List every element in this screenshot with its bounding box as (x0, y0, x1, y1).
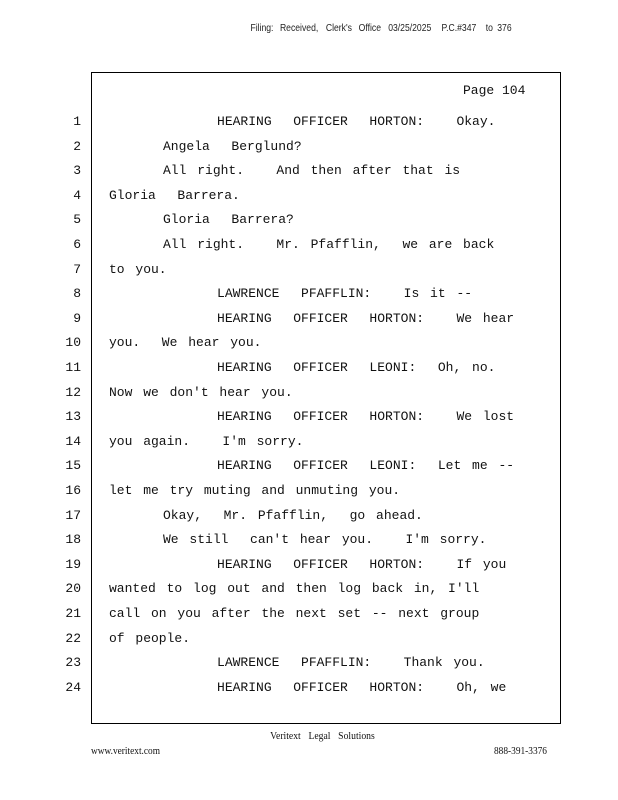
header-filing: Filing: (250, 22, 274, 34)
line-number: 13 (65, 409, 81, 425)
header-received: Received, (279, 22, 319, 34)
header-office: Office (358, 22, 382, 34)
footer-phone: 888-391-3376 (494, 745, 547, 757)
line-number: 11 (65, 360, 81, 375)
transcript-line-text: We still can't hear you. I'm sorry. (109, 532, 487, 548)
line-number: 4 (73, 187, 81, 203)
footer-company: Veritext Legal Solutions (270, 730, 375, 742)
transcript-line-text: HEARING OFFICER HORTON: Okay. (109, 114, 496, 129)
transcript-line-text: HEARING OFFICER LEONI: Oh, no. (109, 360, 496, 375)
line-number: 23 (65, 655, 81, 671)
transcript-line-text: LAWRENCE PFAFFLIN: Thank you. (109, 655, 485, 671)
transcript-line-text: let me try muting and unmuting you. (109, 483, 401, 498)
transcript-line-text: HEARING OFFICER HORTON: If you (109, 556, 507, 572)
header-clerks: Clerk's (325, 22, 352, 34)
transcript-line-text: Angela Berglund? (109, 138, 302, 154)
header-date: 03/25/2025 (388, 22, 432, 34)
line-number: 21 (65, 606, 81, 621)
transcript-line-text: All right. And then after that is (109, 163, 461, 179)
transcript-line-text: you again. I'm sorry. (109, 433, 304, 449)
transcript-line-text: Gloria Barrera? (109, 212, 294, 228)
line-number: 8 (73, 286, 81, 302)
transcript-line-text: you. We hear you. (109, 335, 262, 351)
line-number: 10 (65, 335, 81, 351)
line-number: 15 (65, 458, 81, 474)
line-number: 6 (73, 237, 81, 252)
transcript-line-text: Now we don't hear you. (109, 384, 293, 400)
page-number: Page 104 (463, 83, 526, 98)
line-number: 1 (73, 114, 81, 129)
line-number: 16 (65, 483, 81, 498)
line-number: 19 (65, 556, 81, 572)
line-number: 5 (73, 212, 81, 228)
line-number: 7 (73, 261, 81, 277)
transcript-line-text: of people. (109, 630, 191, 646)
transcript-line-text: call on you after the next set -- next group (109, 606, 480, 621)
transcript-line-text: HEARING OFFICER HORTON: We hear (109, 310, 515, 326)
transcript-line-text: HEARING OFFICER HORTON: We lost (109, 409, 515, 425)
header-to: to (485, 22, 493, 34)
line-number: 12 (65, 384, 81, 400)
transcript-line-text: Gloria Barrera. (109, 187, 240, 203)
footer-website: www.veritext.com (91, 745, 160, 757)
header-page-end: 376 (497, 22, 512, 34)
line-number: 22 (65, 630, 81, 646)
header-pc-number: P.C.#347 (441, 22, 477, 34)
line-number: 14 (65, 433, 81, 449)
transcript-line-text: to you. (109, 261, 167, 277)
transcript-line-text: wanted to log out and then log back in, I'll (109, 581, 480, 597)
line-number: 17 (65, 507, 81, 523)
line-number: 3 (73, 163, 81, 179)
line-number: 24 (65, 679, 81, 695)
transcript-line-text: HEARING OFFICER HORTON: Oh, we (109, 679, 507, 695)
line-number: 2 (73, 138, 81, 154)
line-number: 20 (65, 581, 81, 597)
transcript-line-text: LAWRENCE PFAFFLIN: Is it -- (109, 286, 473, 302)
line-number: 18 (65, 532, 81, 548)
transcript-line-text: Okay, Mr. Pfafflin, go ahead. (109, 507, 423, 523)
transcript-line-text: HEARING OFFICER LEONI: Let me -- (109, 458, 515, 474)
line-number: 9 (73, 310, 81, 326)
transcript-line-text: All right. Mr. Pfafflin, we are back (109, 237, 495, 252)
